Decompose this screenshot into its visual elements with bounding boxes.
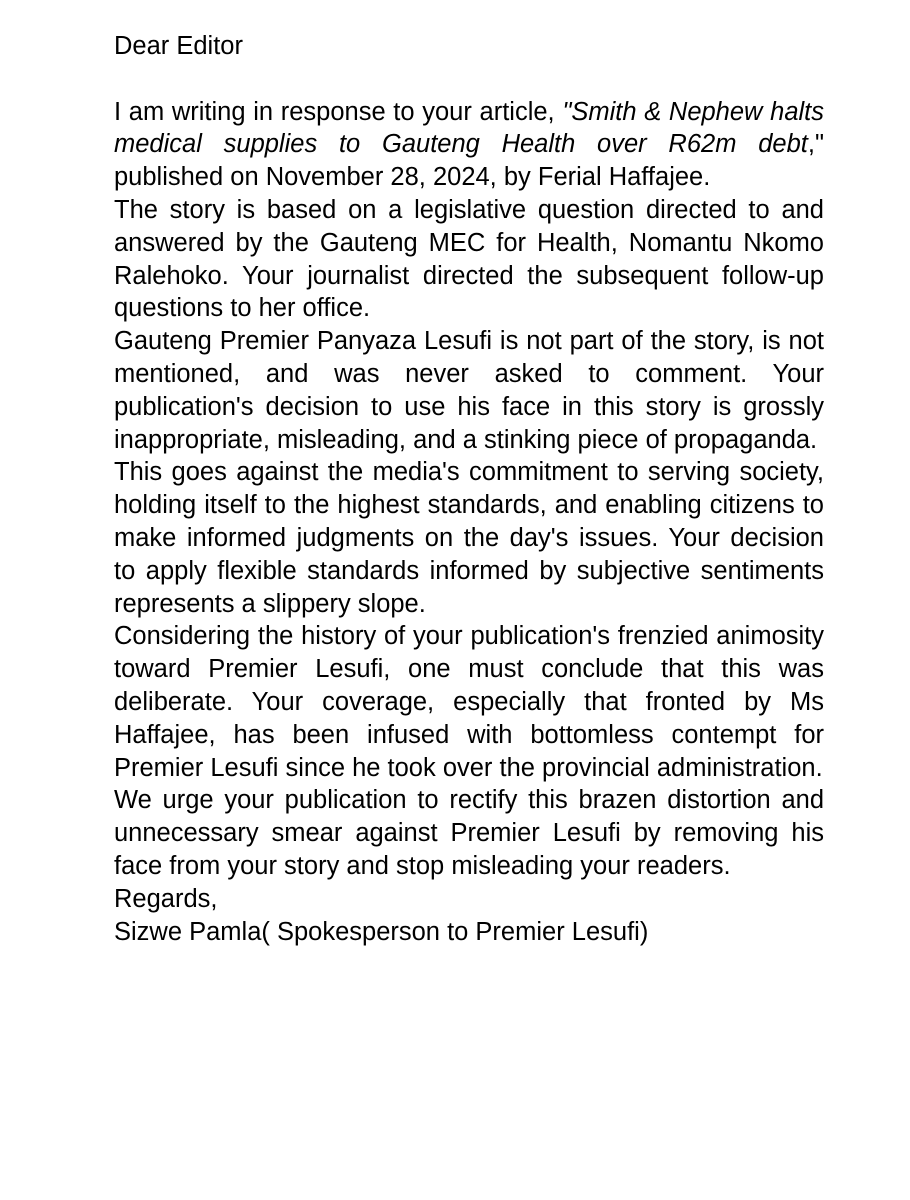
intro-before: I am writing in response to your article, <box>114 97 563 126</box>
paragraph-story-basis: The story is based on a legislative question directed to and answered by the Gauteng MEC for Health, Nomantu Nkomo Ralehoko. Your journalist directed the subsequent follow-up questions to her office. <box>114 195 824 323</box>
signature: Sizwe Pamla( Spokesperson to Premier Lesufi) <box>114 917 649 946</box>
blank-line <box>114 63 824 96</box>
paragraph-premier-not-part: Gauteng Premier Panyaza Lesufi is not part of the story, is not mentioned, and was never asked to comment. Your publication's decision to use his face in this story is grossly inappropriate, misleading, and a stinking piece of propaganda. <box>114 327 824 454</box>
paragraph-urge: We urge your publication to rectify this brazen distortion and unnecessary smear against Premier Lesufi by removing his face from your story and stop misleading your readers. <box>114 786 824 880</box>
paragraph-history: Considering the history of your publication's frenzied animosity toward Premier Lesufi, one must conclude that this was deliberate. Your coverage, especially that fronted by Ms Haffajee, has been infused with bottomless contempt for Premier Lesufi since he took over the provincial administration. <box>114 622 824 782</box>
paragraph-media-commitment: This goes against the media's commitment to serving society, holding itself to the highest standards, and enabling citizens to make informed judgments on the day's issues. Your decision to apply flexible standards informed by subjective sentiments represents a slippery slope. <box>114 458 824 618</box>
intro-after: ," published on November 28, 2024, by Ferial Haffajee. <box>114 130 824 192</box>
closing: Regards, <box>114 884 218 913</box>
intro-paragraph <box>114 96 824 194</box>
letter <box>114 30 824 948</box>
article-title: "Smith & Nephew halts medical supplies to Gauteng Health over R62m debt <box>114 97 824 159</box>
salutation: Dear Editor <box>114 32 243 60</box>
